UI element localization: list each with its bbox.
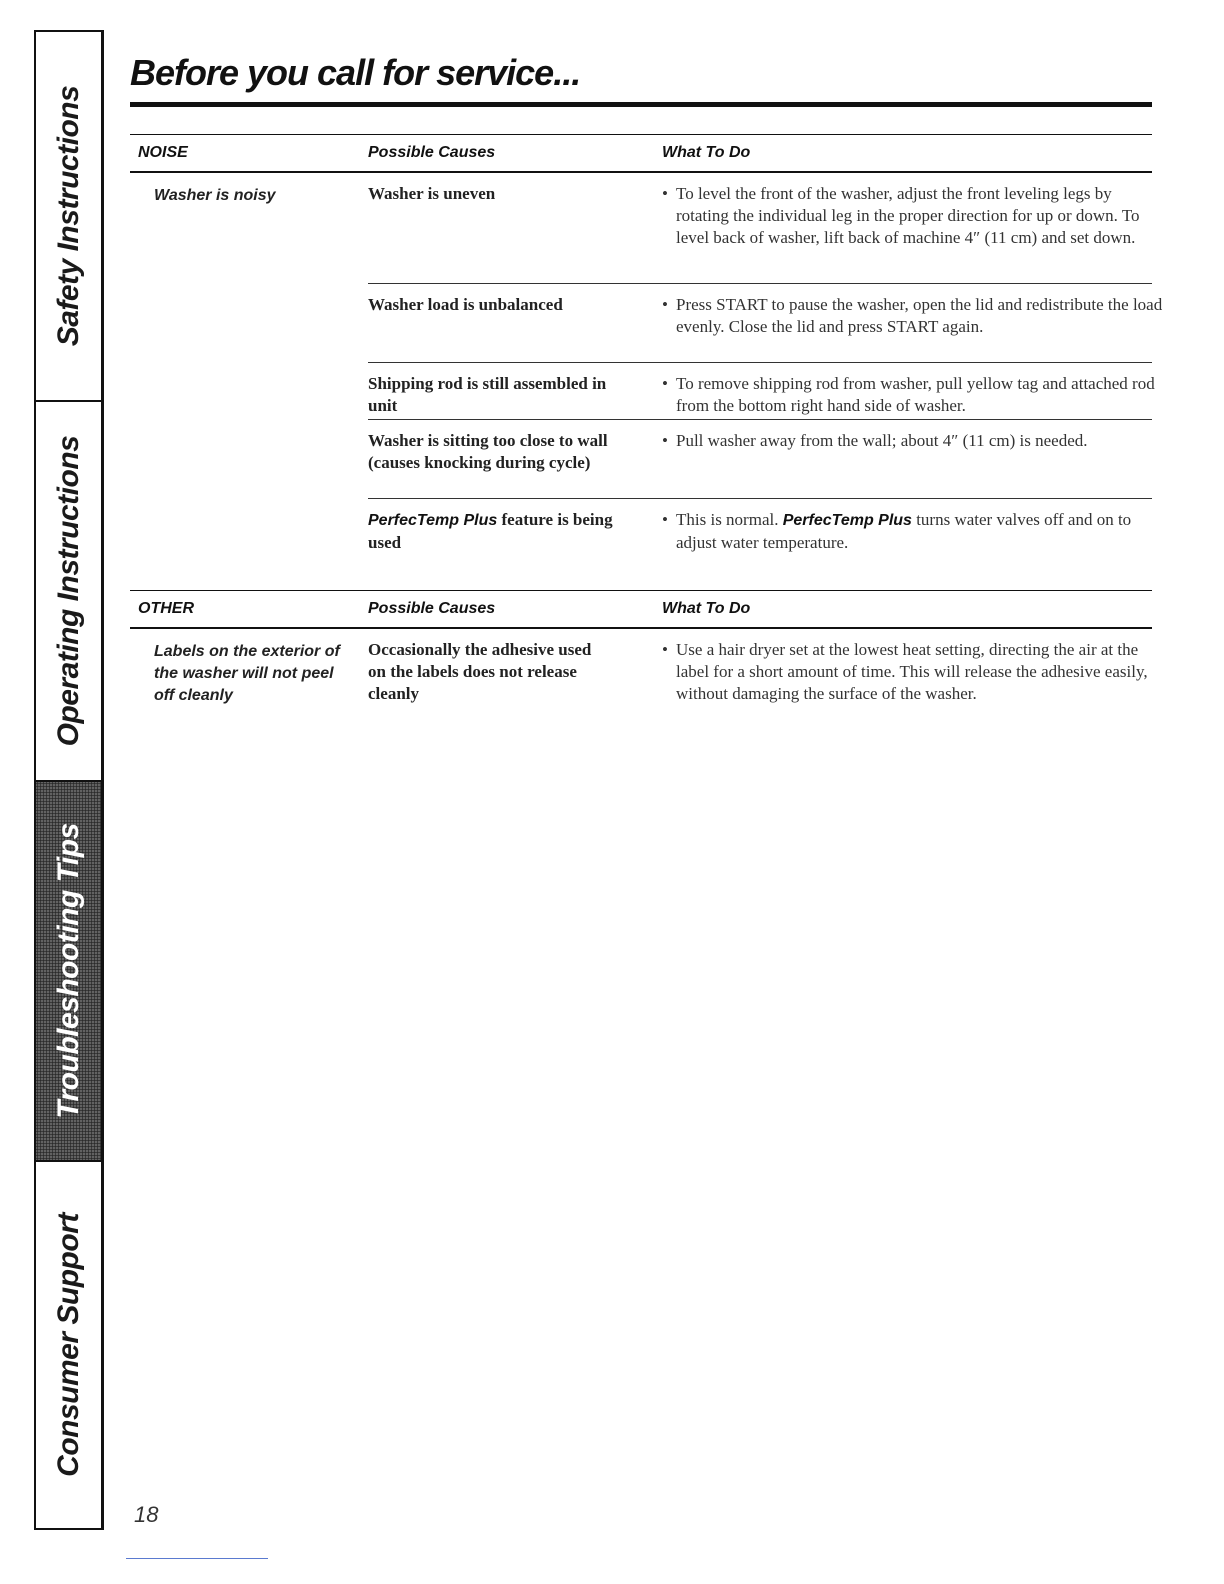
brand-name: PerfecTemp Plus xyxy=(368,512,498,529)
bullet-icon: • xyxy=(662,184,668,203)
remedy-text xyxy=(662,183,1166,249)
cause-text: Occasionally the adhesive used on the labels does not release cleanly xyxy=(368,640,592,703)
other-table-body xyxy=(130,629,1152,749)
table-row xyxy=(368,499,1152,579)
cause-text: Washer is sitting too close to wall (causes knocking during cycle) xyxy=(368,431,608,472)
remedy-text xyxy=(662,294,1166,338)
table-row xyxy=(368,420,1152,499)
cause-text: Washer load is unbalanced xyxy=(368,295,563,314)
cause-rows xyxy=(368,173,1163,579)
remedy-text xyxy=(662,639,1166,705)
possible-causes-heading: Possible Causes xyxy=(368,600,496,617)
remedy-content: Pull washer away from the wall; about 4″ (11 cm) is needed. xyxy=(676,431,1088,450)
bullet-icon: • xyxy=(662,374,668,393)
cause-text xyxy=(368,509,638,554)
category-heading: OTHER xyxy=(138,600,194,617)
what-to-do-heading: What To Do xyxy=(662,600,751,617)
possible-causes-heading: Possible Causes xyxy=(368,144,496,161)
remedy-content: Use a hair dryer set at the lowest heat setting, directing the air at the label for a short amount of time. This will release the adhesive easily, without damaging the surface of the washer. xyxy=(676,640,1148,703)
bullet-icon: • xyxy=(662,431,668,450)
problem-label: Labels on the exterior of the washer will not peel off cleanly xyxy=(154,643,340,704)
tab-troubleshooting-tips[interactable] xyxy=(36,782,101,1162)
title-rule xyxy=(130,102,1152,107)
tab-consumer-support[interactable] xyxy=(36,1162,101,1528)
what-to-do-heading: What To Do xyxy=(662,144,751,161)
tab-label: Consumer Support xyxy=(51,1213,85,1477)
other-table-header xyxy=(130,590,1152,629)
remedy-suffix: turns water valves off and on to adjust water temperature. xyxy=(676,510,1132,552)
page-title: Before you call for service... xyxy=(130,52,581,93)
cause-rest: feature is being used xyxy=(368,510,613,552)
remedy-text xyxy=(662,373,1166,417)
table-row xyxy=(368,363,1155,420)
tab-label: Troubleshooting Tips xyxy=(51,823,85,1119)
noise-table-header xyxy=(130,134,1152,173)
table-row xyxy=(368,173,1152,284)
cause-text: Washer is uneven xyxy=(368,184,496,203)
page-number: 18 xyxy=(134,1502,159,1527)
other-section xyxy=(130,590,1152,749)
brand-name: PerfecTemp Plus xyxy=(782,512,912,529)
tab-label: Safety Instructions xyxy=(51,85,85,347)
bullet-icon: • xyxy=(662,640,668,659)
table-row xyxy=(368,284,1163,363)
footer-link-underline xyxy=(126,1558,268,1559)
remedy-text xyxy=(662,509,1166,554)
problem-label: Washer is noisy xyxy=(154,187,276,204)
remedy-content: To remove shipping rod from washer, pull yellow tag and attached rod from the bottom right hand side of washer. xyxy=(676,374,1155,415)
cause-rows xyxy=(368,629,1152,749)
bullet-icon: • xyxy=(662,295,668,314)
tab-operating-instructions[interactable] xyxy=(36,402,101,782)
noise-section xyxy=(130,134,1163,593)
bullet-icon: • xyxy=(662,510,668,529)
remedy-content: Press START to pause the washer, open the lid and redistribute the load evenly. Close the lid and press START again. xyxy=(676,295,1163,336)
remedy-content: To level the front of the washer, adjust the front leveling legs by rotating the individual leg in the proper direction for up or down. To level back of washer, lift back of machine 4″ (11 cm) and set down. xyxy=(676,184,1140,247)
remedy-prefix: This is normal. xyxy=(676,510,783,529)
noise-table-body xyxy=(130,173,1163,593)
section-tabs xyxy=(34,30,104,1530)
category-heading: NOISE xyxy=(138,144,188,161)
remedy-text xyxy=(662,430,1166,452)
table-row xyxy=(368,629,1152,749)
tab-safety-instructions[interactable] xyxy=(36,32,101,402)
tab-label: Operating Instructions xyxy=(51,435,85,747)
cause-text: Shipping rod is still assembled in unit xyxy=(368,374,607,415)
